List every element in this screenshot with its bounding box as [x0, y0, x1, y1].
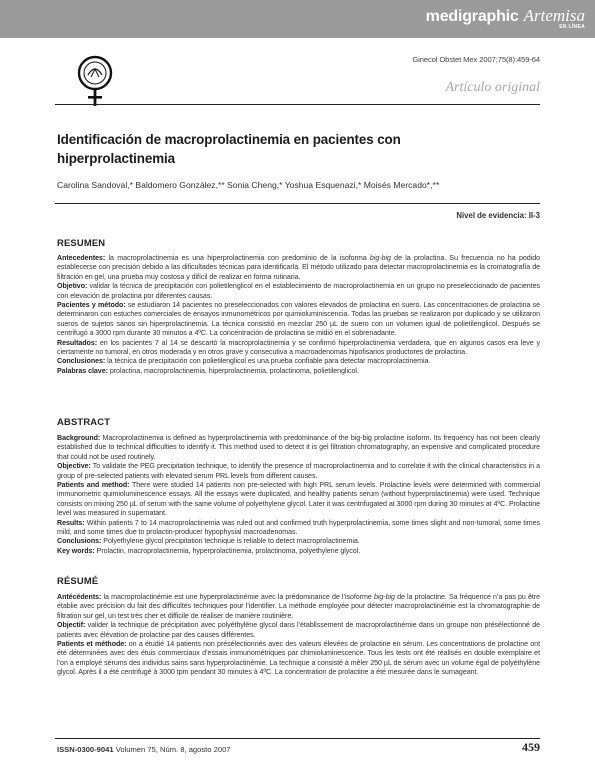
resume-antecedents-text-2: de la prolactine. Sa fréquence n’a pas pu être établie avec précision du fait des difficultés techniques pour l’identifier. La méthode employée pour détecter macroprolactinémie est la chromatographie de filtration sur gel, un test très cher et difficile de réaliser de manière routinière. — [57, 593, 540, 620]
abstract-objective — [57, 462, 540, 481]
resumen-antecedentes-text-2: de la prolactina. Su frecuencia no ha podido establecerse con precisión debido a las dificultades técnicas para identificarla. El método utilizado para detectar macroprolactinemia es la cromatografía de filtración en gel, una prueba muy costosa y difícil de realizar en forma rutinaria. — [57, 254, 540, 281]
abstract-heading: ABSTRACT — [57, 416, 111, 427]
authors-divider — [55, 203, 540, 204]
resumen-pacientes-label: Pacientes y método: — [57, 301, 126, 310]
resumen-palabras-clave — [57, 367, 540, 376]
resume-antecedents-label: Antécédents: — [57, 593, 102, 601]
resume-objectif-text: valider la technique de précipitation avec polyéthylène glycol dans l’établissement de macroprolactinémie dans un groupe non présélectionné de patients avec élévation de prolactine par des causes différentes. — [57, 621, 540, 639]
resumen-pacientes — [57, 301, 540, 339]
journal-citation: Ginecol Obstet Mex 2007;75(8):459-64 — [412, 55, 540, 64]
resumen-objetivo-label: Objetivo: — [57, 282, 88, 291]
resume-antecedents-text: la macroprolactinémie est une hyperprolactinémie avec la prédominance de l’isoforme — [101, 593, 374, 601]
resumen-resultados-text: en los pacientes 7 al 14 se descartó la macroprolactinemia y se confirmó hiperprolactinemia verdadera, que en algunos casos era leve y ciertamente no tumoral, en otros moderada y en otros grave y consecutiva a macroadenomas hipofisarios productores de prolactina. — [57, 338, 540, 357]
resume-patients — [57, 640, 540, 678]
header-divider — [55, 104, 540, 105]
abstract-keywords-text: Prolactin, macroprolactinemia, hyperprolactinemia, prolactinoma, polyethylene glycol. — [94, 546, 361, 555]
resumen-antecedentes-text: la macroprolactinemia es una hiperprolactinemia con predominio de la isoforma — [105, 254, 370, 262]
page-number: 459 — [522, 740, 540, 754]
top-banner — [0, 0, 595, 38]
resume-patients-text: on a étudié 14 patients non présélectionnés avec des valeurs élevées de prolactine en sérum. Les concentrations de prolactine ont été déterminées avec des étuis commerciaux d’essais immunométriques par chimioluminescence. Tous les tests ont été réalisés en double exemplaire et l’on a employé sérums des individus sains sans hyperprolactinémie. La technique a consisté à mêler 250 µL de sérum avec un volume égal de polyéthylène glycol. Après il a été centrifugé à 3000 tpm pendant 30 minutes à 4ºC. La concentration de prolactine a été mesurée dans le surnageant. — [57, 640, 540, 677]
journal-logo-icon — [75, 55, 115, 111]
resume-objectif — [57, 621, 540, 640]
resume-patients-label: Patients et méthode: — [57, 640, 127, 649]
resume-antecedents — [57, 593, 540, 621]
article-title: Identificación de macroprolactinemia en pacientes con hiperprolactinemia — [57, 132, 401, 166]
abstract-conclusions-text: Polyethylene glycol precipitation technique is reliable to detect macroprolactinemia. — [101, 537, 360, 546]
resume-objectif-label: Objectif: — [57, 621, 86, 630]
resumen-pacientes-text: se estudiaron 14 pacientes no preseleccionados con valores elevados de prolactina en suero. Las concentraciones de prolactina se determinaron con estuches comerciales de ensayos inmunométricos por quimioluminiscencia. Todas las pruebas se realizaron por duplicado y se utilizaron sueros de sujetos sanos sin hiperprolactinemia. La técnica consistió en mezclar 250 µL de suero con un volumen igual de polietilenglicol. Después se centrifugó a 3000 rpm durante 30 minutos a 4ºC. La concentración de prolactina se midió en el sobrenadante. — [57, 301, 540, 338]
abstract-background-text: Macroprolactinemia is defined as hyperprolactinemia with predominance of the big-big prolactine isoform. Its frequency has not been clearly established due to technical difficulties to identify it. This method used to detect it is gel filtration chromatography, an expensive and complicated procedure that could not be used routinely. — [57, 434, 540, 461]
abstract-section — [57, 434, 540, 556]
abstract-background — [57, 434, 540, 462]
resumen-antecedentes-label: Antecedentes: — [57, 254, 106, 262]
abstract-conclusions-label: Conclusions: — [57, 537, 102, 546]
author-list: Carolina Sandoval,* Baldomero González,** Sonia Cheng,* Yoshua Esquenazi,* Moisés Mercado*,** — [57, 180, 440, 190]
resume-heading: RÉSUMÉ — [57, 575, 99, 586]
abstract-objective-text: To validate the PEG precipitation technique, to identify the presence of macroprolactinemia and to correlate it with the clinical characteristics in a group of pre-selected patients with elevated serum PRL levels from different causes. — [57, 462, 540, 480]
abstract-conclusions — [57, 537, 540, 546]
resumen-palabras-label: Palabras clave: — [57, 366, 108, 375]
abstract-patients — [57, 481, 540, 519]
resumen-resultados — [57, 339, 540, 358]
abstract-keywords-label: Key words: — [57, 546, 95, 555]
resumen-palabras-text: prolactina, macroprolactinemia, hiperprolactinemia, prolactinoma, polietilenglicol. — [107, 366, 359, 375]
evidence-level: Nivel de evidencia: II-3 — [456, 211, 540, 220]
resumen-antecedentes — [57, 254, 540, 282]
resumen-resultados-label: Resultados: — [57, 338, 98, 347]
resumen-section — [57, 254, 540, 376]
resume-antecedents-emphasis: big-big — [373, 593, 395, 601]
footer-volume: Volumen 75, Núm. 8, agosto 2007 — [113, 745, 231, 754]
resumen-objetivo — [57, 282, 540, 301]
resumen-conclusiones-text: la técnica de precipitación con polietilenglicol es una prueba confiable para detectar macroprolactinemia. — [105, 357, 431, 366]
abstract-keywords — [57, 547, 540, 556]
footer-divider — [55, 738, 540, 739]
abstract-results — [57, 519, 540, 538]
resume-section — [57, 593, 540, 678]
abstract-patients-label: Patients and method: — [57, 481, 130, 490]
article-type: Artículo original — [445, 80, 540, 95]
resumen-conclusiones-label: Conclusiones: — [57, 357, 106, 366]
brand-name: medigraphic — [425, 8, 519, 25]
brand-script: Artemisa — [523, 6, 585, 25]
abstract-objective-label: Objective: — [57, 462, 91, 471]
abstract-results-label: Results: — [57, 518, 85, 527]
abstract-patients-text: There were studied 14 patients non pre-selected with high PRL serum levels. Prolactine levels were determined with commercial immunometric quimioluminescence essays. All the essays were duplicated, and healthy patients serum (without hyperprolactinemia) were used. Technique consists on mixing 250 µL of serum with the same volume of polyethylene glycol. Later it was centrifugated at 3000 rpm during 30 minutes at 4ºC. Prolactine level was measured in supernatant. — [57, 481, 540, 518]
resumen-objetivo-text: validar la técnica de precipitación con polietilenglicol en el establecimiento de macroprolactinemia en un grupo no preseleccionado de pacientes con elevación de prolactina por diferentes causas. — [57, 282, 540, 300]
brand-sub: EN LÍNEA — [559, 24, 585, 30]
resumen-antecedentes-emphasis: big-big — [369, 254, 391, 262]
resumen-conclusiones — [57, 357, 540, 366]
footer-issn-volume — [57, 745, 231, 754]
resumen-heading: RESUMEN — [57, 237, 106, 248]
abstract-results-text: Within patients 7 to 14 macroprolactinemia was ruled out and confirmed truth hyperprolactinemia, some times slight and non-tumoral, some times mild, and some times due to prolactin-producer hypophysial macroadenomas. — [57, 518, 540, 537]
footer-issn: ISSN-0300-9041 — [57, 745, 114, 754]
abstract-background-label: Background: — [57, 434, 101, 442]
brand-logo[interactable] — [426, 6, 585, 32]
